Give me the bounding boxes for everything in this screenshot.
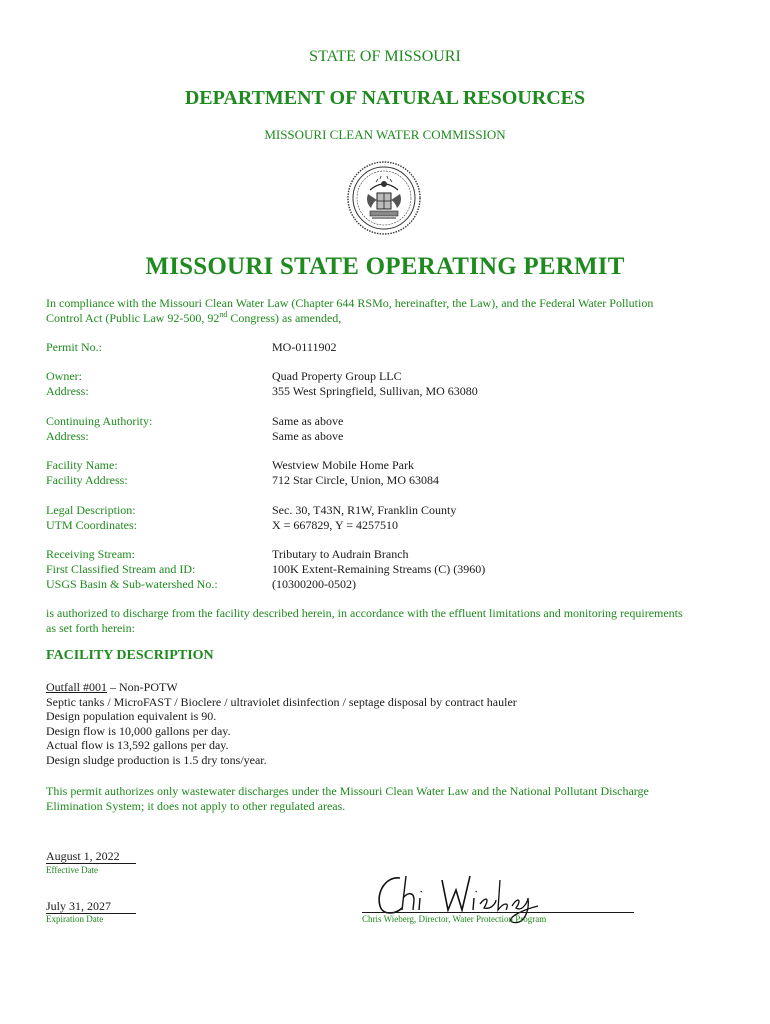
receiving-stream-value: Tributary to Audrain Branch (272, 547, 409, 561)
superscript: nd (219, 310, 228, 319)
intro-line-1: In compliance with the Missouri Clean Water Law (Chapter 644 RSMo, hereinafter, the Law), and the Federal Water Pollution (46, 296, 654, 310)
owner-value: Quad Property Group LLC (272, 369, 402, 383)
legal-description-label: Legal Description: (46, 503, 136, 517)
classified-stream-label: First Classified Stream and ID: (46, 562, 196, 576)
intro-line-2 (46, 311, 736, 326)
owner-address-label: Address: (46, 384, 89, 398)
permit-number-label: Permit No.: (46, 340, 102, 354)
scope-paragraph (46, 784, 736, 814)
intro-text: Control Act (Public Law 92-500, 92 (46, 311, 220, 325)
facility-name-label: Facility Name: (46, 458, 118, 472)
outfall-type: – Non-POTW (107, 680, 178, 694)
facility-line: Design population equivalent is 90. (46, 709, 217, 724)
facility-address-value: 712 Star Circle, Union, MO 63084 (272, 473, 439, 487)
commission-heading: MISSOURI CLEAN WATER COMMISSION (264, 127, 506, 142)
authorization-line-1: is authorized to discharge from the facility described herein, in accordance with the effluent limitations and monitoring requirements (46, 606, 683, 620)
continuing-authority-label: Continuing Authority: (46, 414, 153, 428)
receiving-stream-label: Receiving Stream: (46, 547, 135, 561)
permit-title: MISSOURI STATE OPERATING PERMIT (145, 253, 625, 280)
expiration-date-label: Expiration Date (46, 914, 104, 924)
scope-line-1: This permit authorizes only wastewater discharges under the Missouri Clean Water Law and the National Pollutant Discharge (46, 784, 649, 798)
facility-line: Design flow is 10,000 gallons per day. (46, 723, 231, 738)
facility-description-heading: FACILITY DESCRIPTION (46, 648, 214, 663)
legal-description-value: Sec. 30, T43N, R1W, Franklin County (272, 503, 457, 517)
utm-value: X = 667829, Y = 4257510 (272, 518, 398, 532)
owner-address-value: 355 West Springfield, Sullivan, MO 63080 (272, 384, 478, 398)
permit-number-value: MO-0111902 (272, 340, 337, 354)
signature-line (362, 912, 634, 913)
authorization-line-2: as set forth herein: (46, 621, 135, 635)
continuing-address-value: Same as above (272, 429, 344, 443)
state-heading: STATE OF MISSOURI (309, 48, 461, 65)
facility-line: Septic tanks / MicroFAST / Bioclere / ultraviolet disinfection / septage disposal by contract hauler (46, 694, 517, 709)
usgs-basin-label: USGS Basin & Sub-watershed No.: (46, 577, 218, 591)
outfall-id: Outfall #001 (46, 680, 107, 694)
department-heading: DEPARTMENT OF NATURAL RESOURCES (184, 87, 586, 109)
facility-line: Design sludge production is 1.5 dry tons/year. (46, 752, 267, 767)
owner-label: Owner: (46, 369, 82, 383)
effective-date: August 1, 2022 (46, 849, 136, 864)
continuing-authority-value: Same as above (272, 414, 344, 428)
facility-line: Actual flow is 13,592 gallons per day. (46, 738, 229, 753)
facility-address-label: Facility Address: (46, 473, 128, 487)
usgs-basin-value: (10300200-0502) (272, 577, 356, 591)
intro-paragraph (46, 296, 736, 326)
authorization-paragraph (46, 606, 736, 636)
classified-stream-value: 100K Extent-Remaining Streams (C) (3960) (272, 562, 486, 576)
facility-description (46, 680, 517, 768)
expiration-date: July 31, 2027 (46, 899, 136, 914)
effective-date-label: Effective Date (46, 865, 99, 875)
continuing-address-label: Address: (46, 429, 89, 443)
facility-name-value: Westview Mobile Home Park (272, 458, 415, 472)
intro-text-end: Congress) as amended, (227, 311, 342, 325)
utm-label: UTM Coordinates: (46, 518, 137, 532)
outfall-line (46, 680, 517, 695)
state-seal-icon (346, 160, 422, 236)
signature-caption: Chris Wieberg, Director, Water Protection Program (362, 914, 547, 924)
scope-line-2: Elimination System; it does not apply to other regulated areas. (46, 799, 346, 813)
